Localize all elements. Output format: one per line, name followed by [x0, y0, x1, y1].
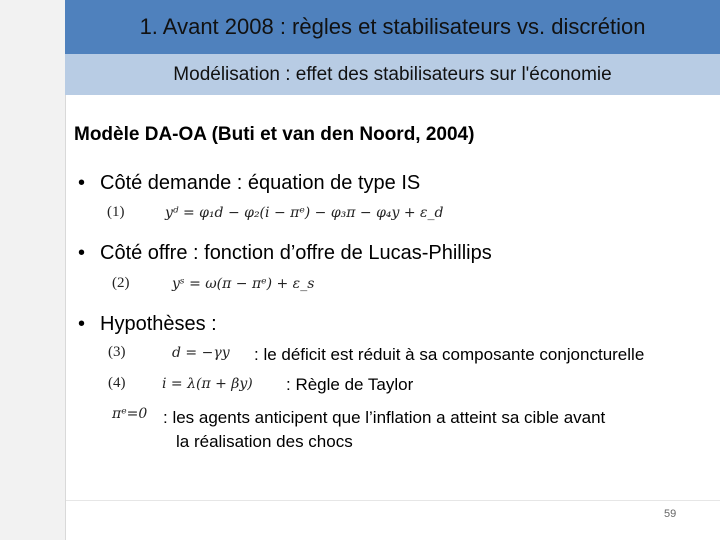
bullet-hypotheses [78, 313, 217, 336]
subtitle-bar [65, 54, 720, 95]
bullet-marker: • [78, 313, 86, 335]
equation-2: yˢ = ω(π − πᵉ) + ε_s [172, 276, 315, 292]
equation-4: i = λ(π + βy) [162, 376, 253, 392]
bullet-text: Hypothèses : [100, 313, 217, 335]
equation-5-note-line2: la réalisation des chocs [176, 432, 353, 451]
section-heading: Modèle DA-OA (Buti et van den Noord, 2004) [74, 124, 475, 145]
equation-number-3: (3) [108, 344, 126, 360]
slide-subtitle: Modélisation : effet des stabilisateurs sur l'économie [173, 63, 612, 85]
footer-divider [66, 500, 720, 501]
equation-3: d = −γy [172, 345, 230, 361]
bullet-text: Côté demande : équation de type IS [100, 172, 421, 194]
equation-number-1: (1) [107, 204, 125, 220]
title-bar [65, 0, 720, 54]
equation-1: yᵈ = φ₁d − φ₂(i − πᵉ) − φ₃π − φ₄y + ε_d [165, 205, 444, 221]
equation-number-4: (4) [108, 375, 126, 391]
slide-title: 1. Avant 2008 : règles et stabilisateurs vs. discrétion [139, 14, 646, 39]
bullet-supply [78, 242, 492, 265]
page-number: 59 [664, 508, 677, 520]
equation-5: πᵉ=0 [112, 406, 148, 422]
bullet-marker: • [78, 172, 86, 194]
equation-number-2: (2) [112, 275, 130, 291]
bullet-text: Côté offre : fonction d’offre de Lucas-Phillips [100, 242, 492, 264]
equation-3-note: : le déficit est réduit à sa composante conjoncturelle [254, 345, 645, 364]
equation-4-note: : Règle de Taylor [286, 375, 414, 394]
bullet-marker: • [78, 242, 86, 264]
equation-5-note-line1: : les agents anticipent que l’inflation a atteint sa cible avant [163, 408, 606, 427]
left-margin-band [0, 0, 65, 540]
bullet-demand [78, 172, 420, 195]
